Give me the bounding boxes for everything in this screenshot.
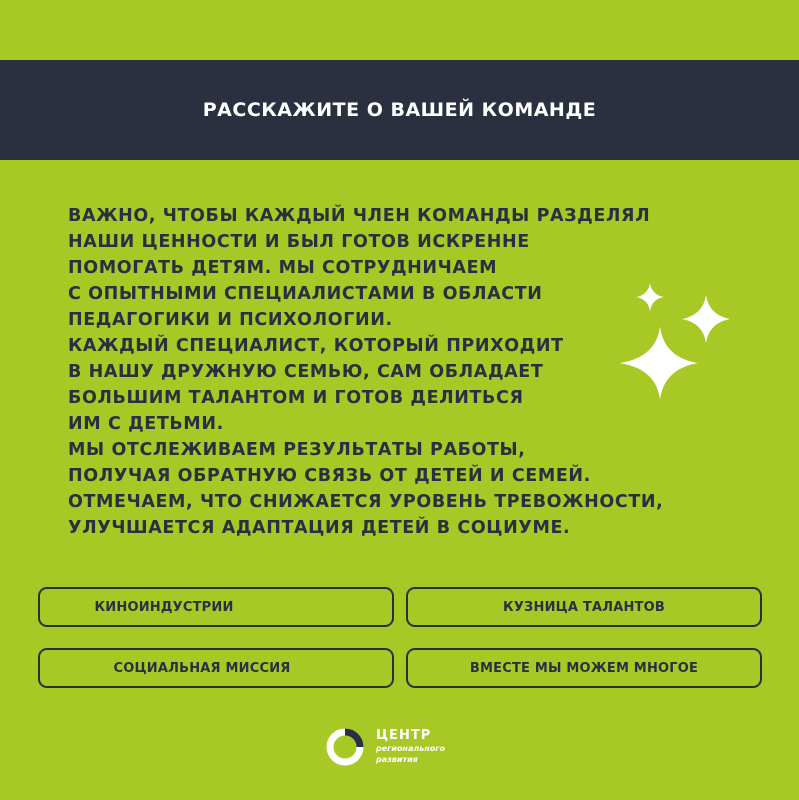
center-logo <box>322 724 445 770</box>
body-line: КАЖДЫЙ СПЕЦИАЛИСТ, КОТОРЫЙ ПРИХОДИТ <box>68 336 564 356</box>
tag-talent-forge <box>406 587 762 627</box>
logo-line-2: регионального <box>376 744 445 753</box>
header-banner <box>0 60 799 160</box>
logo-line-3: развития <box>376 755 418 764</box>
tag-label: КИНОИНДУСТРИИ <box>94 599 234 615</box>
tag-label: ВМЕСТЕ МЫ МОЖЕМ МНОГОЕ <box>469 660 699 676</box>
body-line: БОЛЬШИМ ТАЛАНТОМ И ГОТОВ ДЕЛИТЬСЯ <box>68 388 524 408</box>
sparkle-medium-icon <box>682 295 730 343</box>
tag-label: КУЗНИЦА ТАЛАНТОВ <box>503 599 665 615</box>
body-line: МЫ ОТСЛЕЖИВАЕМ РЕЗУЛЬТАТЫ РАБОТЫ, <box>68 440 526 460</box>
body-line: ПОМОГАТЬ ДЕТЯМ. МЫ СОТРУДНИЧАЕМ <box>68 258 498 278</box>
sparkle-icon <box>610 275 750 405</box>
logo-line-1: ЦЕНТР <box>376 728 432 743</box>
body-line: ПОЛУЧАЯ ОБРАТНУЮ СВЯЗЬ ОТ ДЕТЕЙ И СЕМЕЙ. <box>68 466 591 486</box>
tag-social-mission <box>38 648 394 688</box>
tag-cinema <box>38 587 394 627</box>
sparkle-small-icon <box>636 283 664 311</box>
body-line: ПЕДАГОГИКИ И ПСИХОЛОГИИ. <box>68 310 393 330</box>
page-title: РАССКАЖИТЕ О ВАШЕЙ КОМАНДЕ <box>202 99 597 121</box>
tag-label: СОЦИАЛЬНАЯ МИССИЯ <box>113 660 291 676</box>
body-line: ИМ С ДЕТЬМИ. <box>68 414 224 434</box>
tag-together <box>406 648 762 688</box>
center-logo-icon <box>322 724 368 770</box>
body-line: С ОПЫТНЫМИ СПЕЦИАЛИСТАМИ В ОБЛАСТИ <box>68 284 543 304</box>
sparkle-large-icon <box>620 327 698 400</box>
logo-text <box>376 729 445 765</box>
body-line: УЛУЧШАЕТСЯ АДАПТАЦИЯ ДЕТЕЙ В СОЦИУМЕ. <box>68 518 571 538</box>
body-line: НАШИ ЦЕННОСТИ И БЫЛ ГОТОВ ИСКРЕННЕ <box>68 232 530 252</box>
body-line: ВАЖНО, ЧТОБЫ КАЖДЫЙ ЧЛЕН КОМАНДЫ РАЗДЕЛЯЛ <box>68 206 651 226</box>
body-line: ОТМЕЧАЕМ, ЧТО СНИЖАЕТСЯ УРОВЕНЬ ТРЕВОЖНОСТИ, <box>68 492 664 512</box>
body-line: В НАШУ ДРУЖНУЮ СЕМЬЮ, САМ ОБЛАДАЕТ <box>68 362 544 382</box>
body-text <box>68 203 688 541</box>
